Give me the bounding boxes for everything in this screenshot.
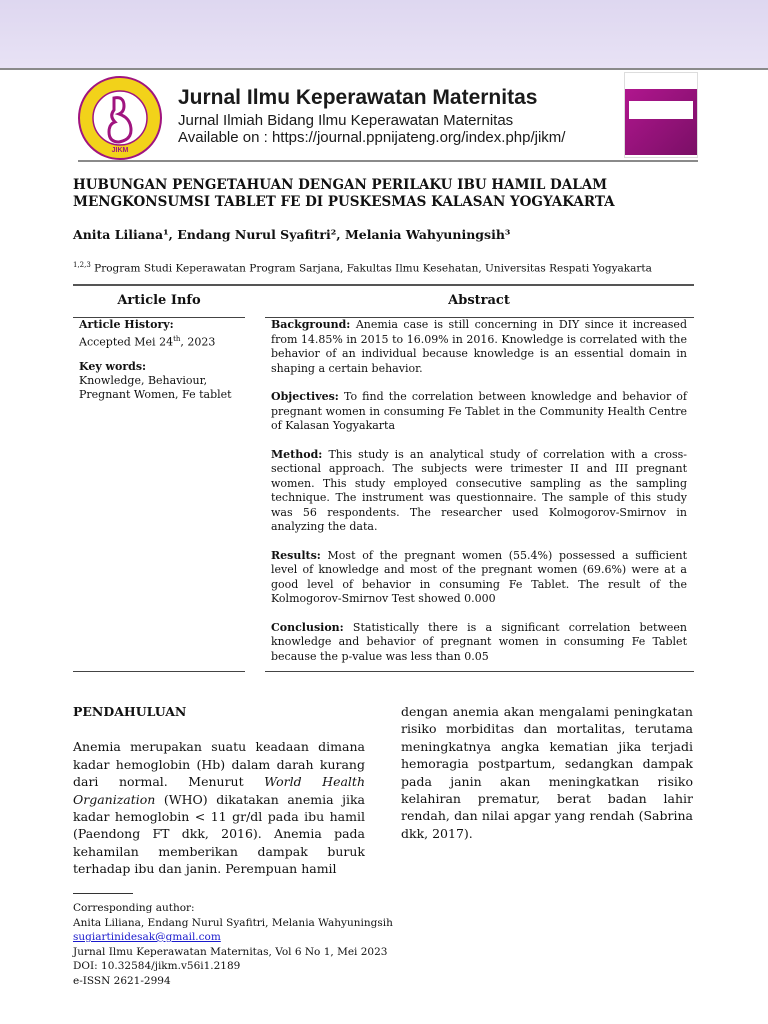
- section-heading: PENDAHULUAN: [73, 704, 187, 719]
- corresponding-label: Corresponding author:: [73, 902, 195, 914]
- email-link[interactable]: sugiartinidesak@gmail.com: [73, 931, 221, 943]
- journal-banner: [78, 72, 698, 160]
- paper-title: [73, 177, 673, 211]
- affiliation: [73, 261, 652, 275]
- doi: DOI: 10.32584/jikm.v56i1.2189: [73, 960, 241, 972]
- journal-subtitle: Jurnal Ilmiah Bidang Ilmu Keperawatan Maternitas: [178, 112, 514, 129]
- info-bottom-rule: [73, 671, 245, 672]
- footnote-rule: [73, 893, 133, 894]
- affiliation-marks: 1,2,3: [73, 261, 91, 269]
- history-label: Article History:: [79, 318, 174, 331]
- article-info: [79, 318, 245, 402]
- title-line-1: HUBUNGAN PENGETAHUAN DENGAN PERILAKU IBU HAMIL DALAM: [73, 177, 608, 193]
- body-right-column: [401, 703, 693, 842]
- issn: e-ISSN 2621-2994: [73, 974, 171, 987]
- intro-paragraph: Anemia merupakan suatu keadaan dimana kadar hemoglobin (Hb) dalam darah kurang dari normal. Menurut World Health Organization (WHO) dikatakan anemia jika kadar hemoglobin < 11 gr/dl pada ibu hamil (Paendong FT dkk, 2016). Anemia pada kehamilan memberikan dampak buruk terhadap ibu dan janin. Perempuan hamil: [73, 739, 365, 877]
- journal-logo-icon: [78, 76, 162, 160]
- table-top-rule: [73, 284, 694, 286]
- keywords: Knowledge, Behaviour, Pregnant Women, Fe tablet: [79, 373, 232, 401]
- journal-cover-thumbnail: [624, 72, 698, 158]
- abstract-background: Background: Anemia case is still concerning in DIY since it increased from 14.85% in 2015 to 16.09% in 2016. Knowledge is correlated with the behavior of an individual because knowledge is an essential domain in shaping a certain behavior.: [271, 318, 687, 375]
- keywords-label: Key words:: [79, 359, 147, 373]
- abstract-results: Results: Most of the pregnant women (55.4%) possessed a sufficient level of knowledge and most of the pregnant women (69.6%) were at a good level of behavior in consuming Fe Tablet. The result of the Kolmogorov-Smirnov Test showed 0.000: [271, 548, 687, 605]
- logo-text: JIKM: [111, 147, 129, 154]
- title-line-2: MENGKONSUMSI TABLET FE DI PUSKESMAS KALASAN YOGYAKARTA: [73, 194, 615, 210]
- citation: Jurnal Ilmu Keperawatan Maternitas, Vol 6 No 1, Mei 2023: [73, 945, 388, 958]
- journal-name: Jurnal Ilmu Keperawatan Maternitas: [178, 86, 538, 109]
- abstract-conclusion: Conclusion: Statistically there is a significant correlation between knowledge and behavior of pregnant women in consuming Fe Tablet because the p-value was less than 0.05: [271, 620, 687, 663]
- abstract-objectives: Objectives: To find the correlation between knowledge and behavior of pregnant women in consuming Fe Tablet in the Community Health Centre of Kalasan Yogyakarta: [271, 390, 687, 432]
- corresponding-names: Anita Liliana, Endang Nurul Syafitri, Melania Wahyuningsih: [73, 916, 393, 929]
- body-left-column: [73, 703, 365, 878]
- affiliation-text: Program Studi Keperawatan Program Sarjana, Fakultas Ilmu Kesehatan, Universitas Respati Yogyakarta: [90, 262, 652, 275]
- banner-rule: [78, 160, 698, 162]
- intro-paragraph-continued: dengan anemia akan mengalami peningkatan risiko morbiditas dan mortalitas, terutama meningkatnya angka kematian jika terjadi hemoragia postpartum, sedangkan dampak pada janin akan meningkatkan risiko kelahiran prematur, berat badan lahir rendah, dan nilai apgar yang rendah (Sabrina dkk, 2017).: [401, 704, 693, 841]
- page-top-band: [0, 0, 768, 68]
- accepted-date: Accepted Mei 24th, 2023: [79, 335, 216, 349]
- abstract-body: [271, 318, 687, 678]
- journal-url: Available on : https://journal.ppnijateng.org/index.php/jikm/: [178, 129, 566, 146]
- abstract-heading: Abstract: [448, 293, 510, 308]
- abstract-method: Method: This study is an analytical study of correlation with a cross-sectional approach. The subjects were trimester II and III pregnant women. This study employed consecutive sampling as the sampling technique. The instrument was questionnaire. The sample of this study was 56 respondents. The researcher used Kolmogorov-Smirnov in analyzing the data.: [271, 447, 687, 533]
- footnote: [73, 901, 493, 988]
- article-info-heading: Article Info: [117, 293, 201, 308]
- authors: Anita Liliana¹, Endang Nurul Syafitri², Melania Wahyuningsih³: [73, 227, 511, 242]
- top-rule: [0, 68, 768, 70]
